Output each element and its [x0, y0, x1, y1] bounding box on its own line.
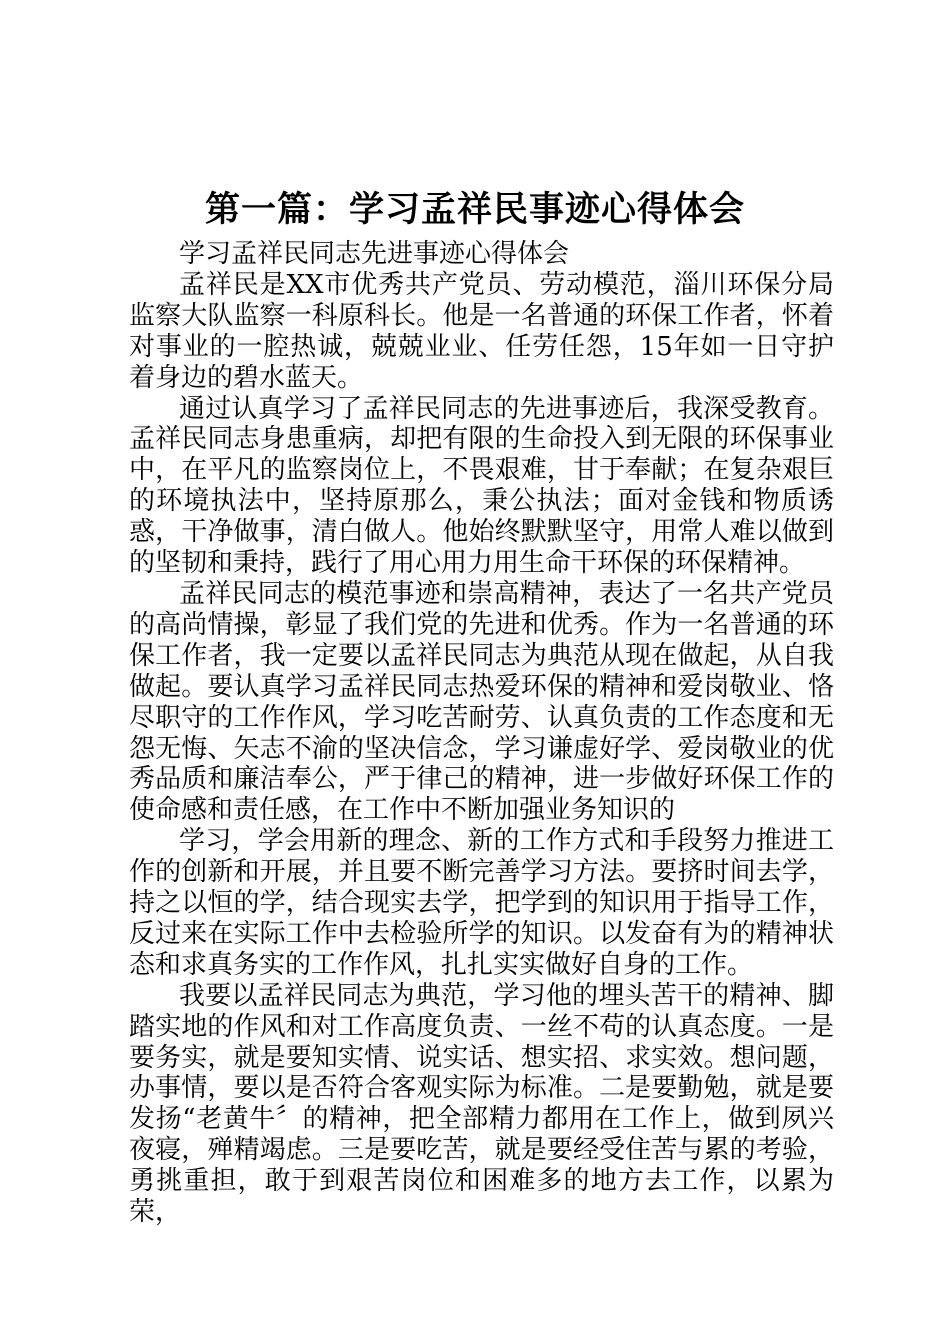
body-paragraph: 通过认真学习了孟祥民同志的先进事迹后，我深受教育。孟祥民同志身患重病，却把有限的生命投入到无限的环保事业中，在平凡的监察岗位上，不畏艰难，甘于奉献；在复杂艰巨的环境执法中，坚持原那么，秉公执法；面对金钱和物质诱惑，干净做事，清白做人。他始终默默坚守，用常人难以做到的坚韧和秉持，践行了用心用力用生命干环保的环保精神。: [129, 393, 834, 579]
body-paragraph: 孟祥民是XX市优秀共产党员、劳动模范，淄川环保分局监察大队监察一科原科长。他是一名普通的环保工作者，怀着对事业的一腔热诚，兢兢业业、任劳任怨，15年如一日守护着身边的碧水蓝天。: [129, 269, 834, 393]
document-title: 第一篇：学习孟祥民事迹心得体会: [204, 189, 745, 230]
body-paragraph: 我要以孟祥民同志为典范，学习他的埋头苦干的精神、脚踏实地的作风和对工作高度负责、一丝不苟的认真态度。一是要务实，就是要知实情、说实话、想实招、求实效。想问题，办事情，要以是否符合客观实际为标准。二是要勤勉，就是要发扬“老黄牛〞的精神，把全部精力都用在工作上，做到夙兴夜寝，殚精竭虑。三是要吃苦，就是要经受住苦与累的考验，勇挑重担，敢于到艰苦岗位和困难多的地方去工作，以累为荣，: [129, 980, 834, 1228]
subtitle-paragraph: 学习孟祥民同志先进事迹心得体会: [179, 239, 570, 269]
body-paragraph: 学习，学会用新的理念、新的工作方式和手段努力推进工作的创新和开展，并且要不断完善学习方法。要挤时间去学，持之以恒的学，结合现实去学，把学到的知识用于指导工作，反过来在实际工作中去检验所学的知识。以发奋有为的精神状态和求真务实的工作作风，扎扎实实做好自身的工作。: [129, 826, 834, 980]
body-paragraph: 孟祥民同志的模范事迹和崇高精神，表达了一名共产党员的高尚情操，彰显了我们党的先进和优秀。作为一名普通的环保工作者，我一定要以孟祥民同志为典范从现在做起，从自我做起。要认真学习孟祥民同志热爱环保的精神和爱岗敬业、恪尽职守的工作作风，学习吃苦耐劳、认真负责的工作态度和无怨无悔、矢志不渝的坚决信念，学习谦虚好学、爱岗敬业的优秀品质和廉洁奉公，严于律己的精神，进一步做好环保工作的使命感和责任感，在工作中不断加强业务知识的: [129, 578, 834, 826]
document-body: [129, 239, 834, 1228]
